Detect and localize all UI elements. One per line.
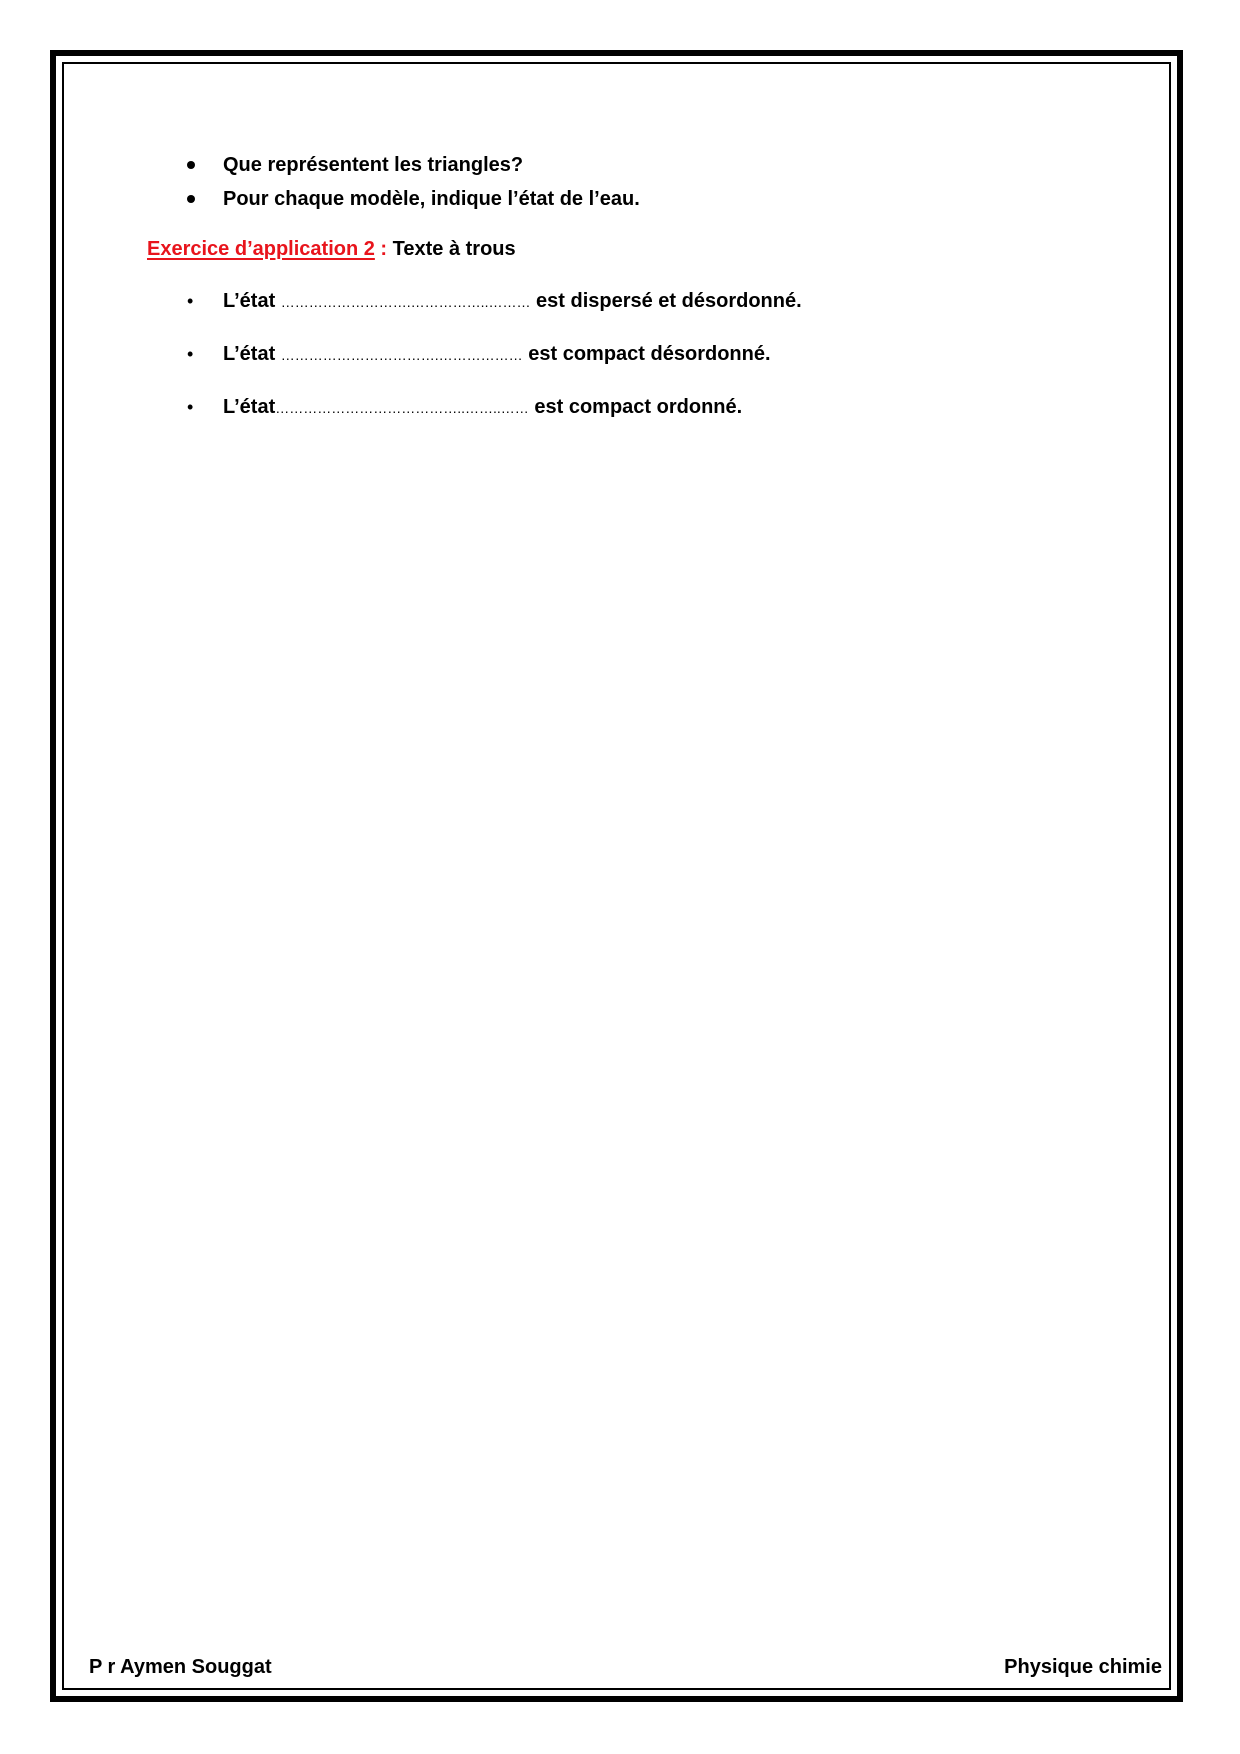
fill-in-suffix: est compact ordonné. <box>528 396 743 418</box>
exercise-title: Exercice d’application 2 <box>147 238 375 260</box>
footer-subject: Physique chimie <box>1004 1656 1162 1678</box>
exercise-colon: : <box>374 238 388 260</box>
bullet-icon <box>187 161 195 169</box>
fill-in-blank: …………………………….……………… <box>280 347 523 363</box>
fill-in-item <box>185 390 802 443</box>
bullet-icon: • <box>187 291 194 311</box>
fill-in-prefix: L’état <box>223 343 281 365</box>
question-item <box>185 182 640 216</box>
fill-in-list <box>185 284 802 443</box>
fill-in-item <box>185 337 802 390</box>
exercise-heading <box>147 232 516 266</box>
bullet-icon <box>187 195 195 203</box>
fill-in-prefix: L’état <box>223 290 281 312</box>
fill-in-item <box>185 284 802 337</box>
fill-in-blank: ……………………….……………..……… <box>280 294 531 310</box>
footer-author: P r Aymen Souggat <box>89 1656 272 1678</box>
fill-in-blank: …………………………………..……..…… <box>275 400 529 416</box>
question-list <box>185 148 640 216</box>
question-text: Que représentent les triangles? <box>223 154 524 176</box>
bullet-icon: • <box>187 344 194 364</box>
exercise-subtitle: Texte à trous <box>387 238 516 260</box>
fill-in-suffix: est compact désordonné. <box>522 343 771 365</box>
fill-in-prefix: L’état <box>223 396 276 418</box>
question-item <box>185 148 640 182</box>
bullet-icon: • <box>187 397 194 417</box>
question-text: Pour chaque modèle, indique l’état de l’eau. <box>223 188 640 210</box>
fill-in-suffix: est dispersé et désordonné. <box>530 290 802 312</box>
